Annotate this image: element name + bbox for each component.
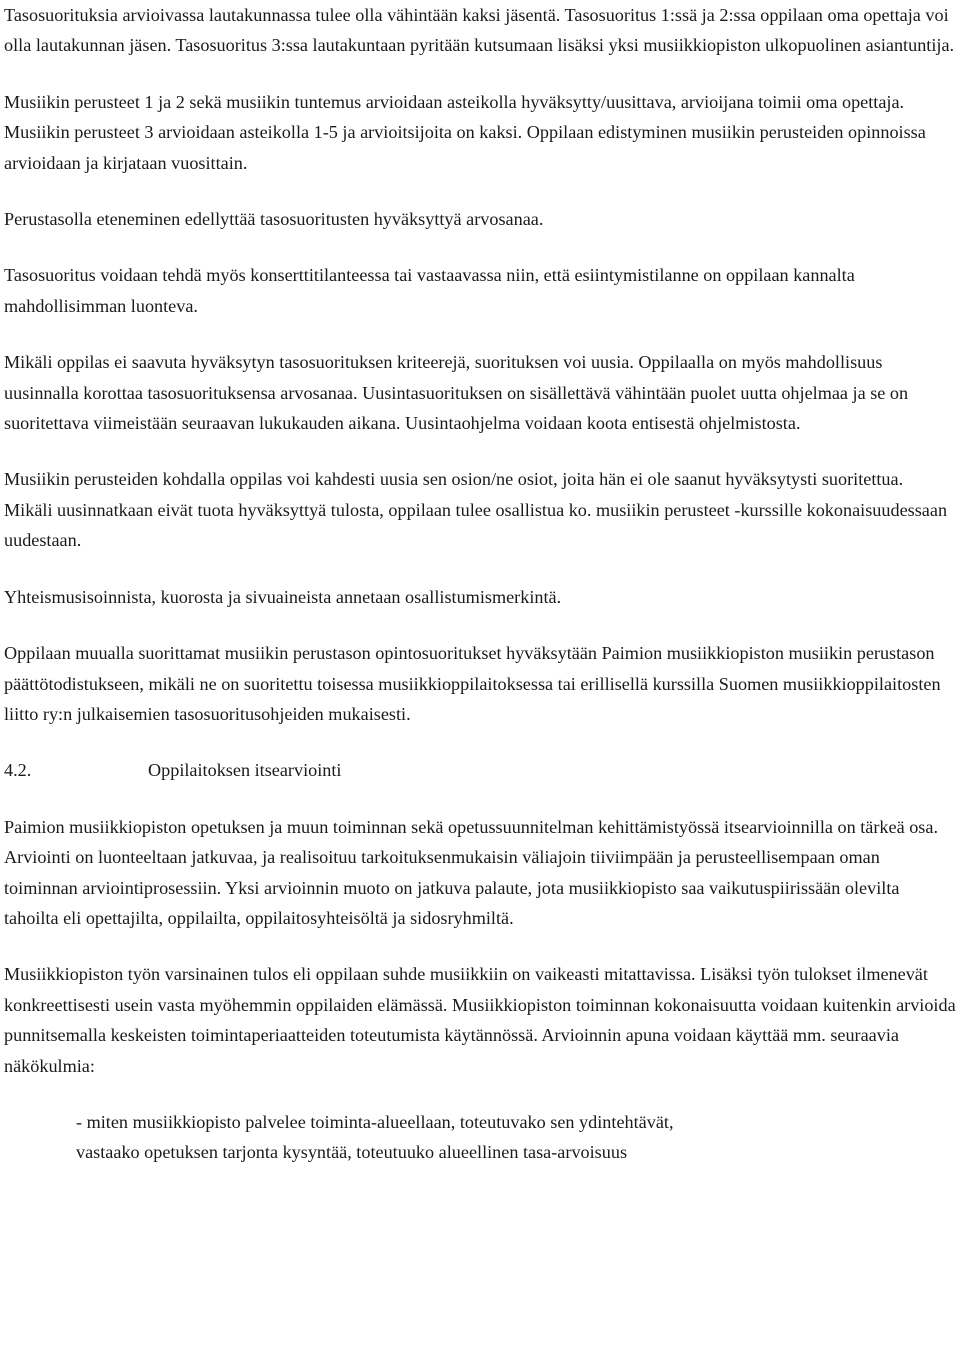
- list-item: - miten musiikkiopisto palvelee toiminta-alueellaan, toteutuvako sen ydintehtävät,: [76, 1111, 674, 1132]
- paragraph-self-evaluation: Paimion musiikkiopiston opetuksen ja muun toiminnan sekä opetussuunnitelman kehittämistyössä itsearvioinnilla on tärkeä osa. Arviointi on luonteeltaan jatkuvaa, ja realisoituu tarkoituksenmukaisin väliajoin tiiviimpään ja perusteellisempaan oman toiminnan arviointiprosessiin. Yksi arvioinnin muoto on jatkuva palaute, jota musiikkiopisto saa vaikutuspiirissään olevilta tahoilta eli opettajilta, oppilailta, oppilaitosyhteisöltä ja sidosryhmiltä.: [4, 816, 939, 928]
- section-number: 4.2.: [4, 760, 32, 781]
- paragraph-concert-performance: Tasosuoritus voidaan tehdä myös konserttitilanteessa tai vastaavassa niin, että esiintymistilanne on oppilaan kannalta mahdollisimman luonteva.: [4, 265, 855, 316]
- list-item: vastaako opetuksen tarjonta kysyntää, toteutuuko alueellinen tasa-arvoisuus: [76, 1142, 628, 1163]
- document-page: [4, 0, 956, 1168]
- paragraph-external-credits: Oppilaan muualla suorittamat musiikin perustason opintosuoritukset hyväksytään Paimion musiikkiopiston musiikin perustason päättötodistukseen, mikäli ne on suoritettu toisessa musiikkioppilaitoksessa tai erillisellä kurssilla Suomen musiikkioppilaitosten liitto ry:n julkaisemien tasosuoritusohjeiden mukaisesti.: [4, 643, 941, 724]
- paragraph-progression: Perustasolla eteneminen edellyttää tasosuoritusten hyväksyttyä arvosanaa.: [4, 209, 544, 230]
- paragraph-retake: Mikäli oppilas ei saavuta hyväksytyn tasosuorituksen kriteerejä, suorituksen voi uusia. Oppilaalla on myös mahdollisuus uusinnalla korottaa tasosuorituksensa arvosanaa. Uusintasuorituksen on sisällettävä vähintään puolet uutta ohjelmaa ja se on suoritettava viimeistään seuraavan lukukauden aikana. Uusintaohjelma voidaan koota entisestä ohjelmistosta.: [4, 352, 909, 434]
- perspective-list: [4, 1107, 956, 1168]
- paragraph-participation: Yhteismusisoinnista, kuorosta ja sivuaineista annetaan osallistumismerkintä.: [4, 586, 562, 607]
- paragraph-music-theory-grading: Musiikin perusteet 1 ja 2 sekä musiikin tuntemus arvioidaan asteikolla hyväksytty/uusittava, arvioijana toimii oma opettaja. Musiikin perusteet 3 arvioidaan asteikolla 1-5 ja arvioitsijoita on kaksi. Oppilaan edistyminen musiikin perusteiden opinnoissa arvioidaan ja kirjataan vuosittain.: [4, 91, 926, 173]
- paragraph-evaluation-perspectives: Musiikkiopiston työn varsinainen tulos eli oppilaan suhde musiikkiin on vaikeasti mitattavissa. Lisäksi työn tulokset ilmenevät konkreettisesti usein vasta myöhemmin oppilaiden elämässä. Musiikkiopiston toiminnan kokonaisuutta voidaan kuitenkin arvioida punnitsemalla keskeisten toimintaperiaatteiden toteutumista käytännössä. Arvioinnin apuna voidaan käyttää mm. seuraavia näkökulmia:: [4, 964, 956, 1076]
- paragraph-theory-retake: Musiikin perusteiden kohdalla oppilas voi kahdesti uusia sen osion/ne osiot, joita hän ei ole saanut hyväksytysti suoritettua. Mikäli uusinnatkaan eivät tuota hyväksyttyä tulosta, oppilaan tulee osallistua ko. musiikin perusteet -kurssille kokonaisuudessaan uudestaan.: [4, 469, 948, 551]
- section-title: Oppilaitoksen itsearviointi: [148, 760, 342, 781]
- section-heading: [4, 755, 956, 785]
- paragraph-evaluation-board: Tasosuorituksia arvioivassa lautakunnassa tulee olla vähintään kaksi jäsentä. Tasosuoritus 1:ssä ja 2:ssa oppilaan oma opettaja voi olla lautakunnan jäsen. Tasosuoritus 3:ssa lautakuntaan pyritään kutsumaan lisäksi yksi musiikkiopiston ulkopuolinen asiantuntija.: [4, 5, 955, 56]
